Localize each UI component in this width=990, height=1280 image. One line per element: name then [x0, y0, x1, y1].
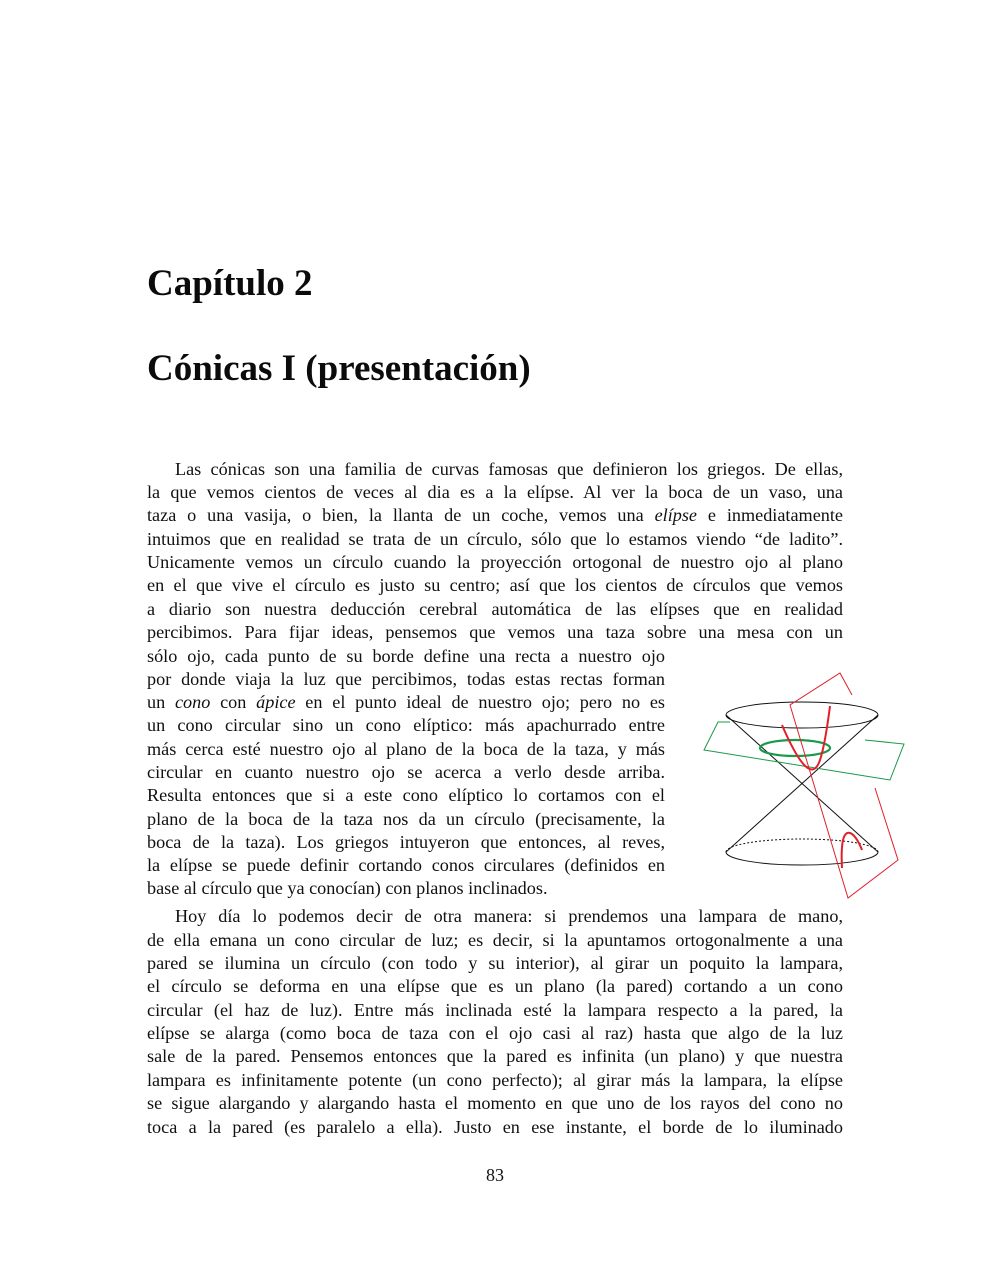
text-line: Resulta entonces que si a este cono elíptico lo cortamos con el	[147, 785, 665, 805]
text-line: lampara es infinitamente potente (un cono perfecto); al girar más la lampara, la elípse	[147, 1070, 843, 1090]
text-line: se sigue alargando y alargando hasta el momento en que uno de los rayos del cono no	[147, 1093, 843, 1113]
page-number: 83	[486, 1165, 504, 1185]
chapter-label: Capítulo 2	[147, 263, 313, 304]
text-span: con	[210, 692, 257, 712]
text-span: taza o una vasija, o bien, la llanta de un coche, vemos una	[147, 505, 655, 525]
text-span: un	[147, 692, 175, 712]
text-line	[147, 691, 665, 714]
text-line: Las cónicas son una familia de curvas famosas que definieron los griegos. De ellas,	[175, 459, 843, 479]
text-line: por donde viaja la luz que percibimos, todas estas rectas forman	[147, 669, 665, 689]
chapter-title: Cónicas I (presentación)	[147, 348, 531, 389]
text-line: en el que vive el círculo es justo su centro; así que los cientos de círculos que vemos	[147, 575, 843, 595]
emphasis-apice: ápice	[256, 692, 296, 712]
text-line: circular en cuanto nuestro ojo se acerca a verlo desde arriba.	[147, 762, 665, 782]
text-line: boca de la taza). Los griegos intuyeron que entonces, al reves,	[147, 832, 665, 852]
text-line: base al círculo que ya conocían) con planos inclinados.	[147, 878, 548, 898]
text-line: circular (el haz de luz). Entre más inclinada esté la lampara respecto a la pared, la	[147, 1000, 843, 1020]
text-line: elípse se alarga (como boca de taza con el ojo casi al raz) hasta que algo de la luz	[147, 1023, 843, 1043]
text-line: sólo ojo, cada punto de su borde define una recta a nuestro ojo	[147, 646, 665, 666]
text-line: más cerca esté nuestro ojo al plano de la boca de la taza, y más	[147, 739, 665, 759]
text-line	[147, 504, 843, 527]
text-line: percibimos. Para fijar ideas, pensemos que vemos una taza sobre una mesa con un	[147, 622, 843, 642]
double-cone-figure	[700, 670, 910, 905]
text-line: intuimos que en realidad se trata de un círculo, sólo que lo estamos viendo “de ladito”.	[147, 529, 843, 549]
emphasis-cono: cono	[174, 692, 211, 712]
text-line: el círculo se deforma en una elípse que es un plano (la pared) cortando a un cono	[147, 976, 843, 996]
text-line: plano de la boca de la taza nos da un círculo (precisamente, la	[147, 809, 665, 829]
text-line: a diario son nuestra deducción cerebral automática de las elípses que en realidad	[147, 599, 843, 619]
text-line: la que vemos cientos de veces al dia es a la elípse. Al ver la boca de un vaso, una	[147, 482, 843, 502]
cone-icon	[726, 702, 878, 865]
text-line: de ella emana un cono circular de luz; es decir, si la apuntamos ortogonalmente a una	[147, 930, 843, 950]
text-line: Hoy día lo podemos decir de otra manera: si prendemos una lampara de mano,	[175, 906, 843, 926]
text-line: sale de la pared. Pensemos entonces que la pared es infinita (un plano) y que nuestra	[147, 1046, 843, 1066]
text-span: en el punto ideal de nuestro ojo; pero no es	[295, 692, 665, 712]
text-line: la elípse se puede definir cortando conos circulares (definidos en	[147, 855, 665, 875]
text-line: Unicamente vemos un círculo cuando la proyección ortogonal de nuestro ojo al plano	[147, 552, 843, 572]
emphasis-elipse: elípse	[654, 505, 698, 525]
text-line: pared se ilumina un círculo (con todo y su interior), al girar un poquito la lampara,	[147, 953, 843, 973]
text-line: un cono circular sino un cono elíptico: más apachurrado entre	[147, 715, 665, 735]
text-span: e inmediatamente	[697, 505, 843, 525]
text-line: toca a la pared (es paralelo a ella). Justo en ese instante, el borde de lo iluminado	[147, 1117, 843, 1137]
